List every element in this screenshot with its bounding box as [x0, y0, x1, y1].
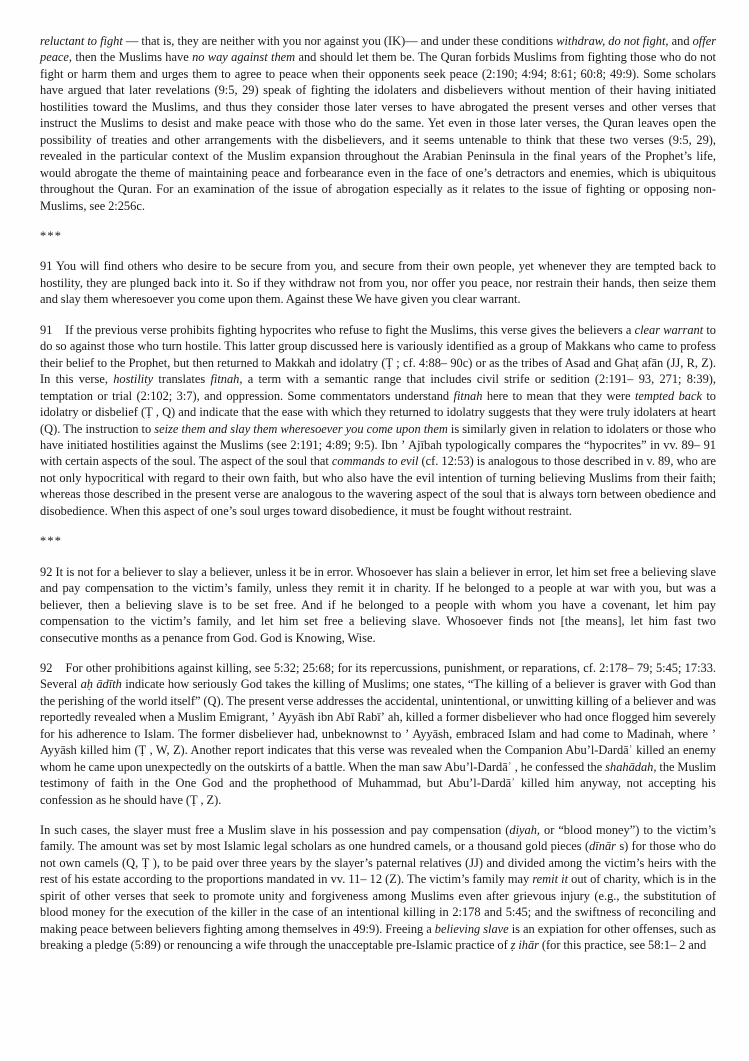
- number-gap: [52, 323, 65, 337]
- number-gap: [52, 661, 65, 675]
- section-separator-1: ***: [40, 228, 63, 243]
- italic-phrase-commands-to-evil: commands to evil: [331, 454, 419, 469]
- italic-phrase-remit-it: remit it: [532, 872, 569, 887]
- italic-phrase-dinar: dīnār: [589, 839, 616, 854]
- section-separator-2: ***: [40, 534, 63, 549]
- italic-phrase-seize-them-and-slay-them: seize them and slay them wheresoever you come upon them: [154, 421, 448, 436]
- italic-phrase-zihar: ẓ ihār: [510, 938, 539, 953]
- verse-number-92: 92: [40, 564, 53, 579]
- commentary-number-91: 91: [40, 322, 53, 337]
- italic-phrase-fitnah-2: fitnah: [453, 388, 483, 403]
- commentary-paragraph-92b: In such cases, the slayer must free a Muslim slave in his possession and pay compensation (diyah, or “blood money”) to the victim’s family. The amount was set by most Islamic legal scholars as one hundred camels, or a thousand gold pieces (dīnār s) for those who do not own camels (Q, Ṭ ), to be paid over three years by the slayer’s paternal relatives (JJ) and divided among the victim’s heirs with the rest of his estate according to the proportions mandated in vv. 11– 12 (Z). The victim’s family may remit it out of charity, which is in the spirit of other verses that seek to promote unity and forgiveness among Muslims even after grievous injury (e.g., the substitution of blood money for the execution of the killer in the case of an intentional killing in 2:178 and 5:45; and the swiftness of reconciling and making peace between believers fighting among themselves in 49:9). Freeing a believing slave is an expiation for other offenses, such as breaking a pledge (5:89) or renouncing a wife through the unacceptable pre-Islamic practice of ẓ ihār (for this practice, see 58:1– 2 and: [40, 823, 717, 953]
- italic-phrase-offer-peace: offer peace,: [40, 34, 717, 65]
- document-body: [40, 33, 716, 954]
- italic-phrase-shahadah: shahādah,: [605, 759, 657, 774]
- verse-translation-91: 91 You will find others who desire to be secure from you, and secure from their own people, yet whenever they are tempted back to hostility, they are plunged back into it. So if they withdraw not from you, nor offer you peace, nor restrain their hands, then seize them and slay them wheresoever you come upon them. Against these We have given you clear warrant.: [40, 259, 716, 307]
- italic-phrase-fitnah-1: fitnah,: [210, 372, 243, 387]
- paragraph-continued-commentary-90c: reluctant to fight — that is, they are neither with you nor against you (IK)— and under these conditions withdraw, do not fight, and offer peace, then the Muslims have no way against them and should let them be. The Quran forbids Muslims from fighting those who do not fight or harm them and urges them to agree to peace when their opponents seek peace (2:190; 4:94; 8:61; 60:8; 49:9). Some scholars have argued that later revelations (9:5, 29) speak of fighting the idolaters and disbelievers without mention of their having initiated hostilities toward the Muslims, and thus they consider those later verses to have abrogated the present verses and other verses that instruct the Muslims to desist and make peace with those who do the same. Yet even in those later verses, the Quran leaves open the possibility of treaties and other arrangements with the disbelievers, and it seems untenable to think that these two verses (9:5, 29), revealed in the particular context of the Muslim expansion throughout the Arabian Peninsula in the final years of the Prophet’s life, would abrogate the theme of maintaining peace and forbearance even in the face of one’s detractors and enemies, which is ubiquitous throughout the Quran. For an examination of the issue of abrogation especially as it relates to the issue of fighting or opposing non-Muslims, see 2:256c.: [40, 34, 717, 213]
- verse-number-91: 91: [40, 259, 53, 274]
- italic-phrase-hostility: hostility: [113, 372, 154, 387]
- italic-phrase-withdraw-do-not-fight: withdraw, do not fight,: [556, 34, 669, 48]
- commentary-number-92: 92: [40, 660, 53, 675]
- italic-phrase-believing-slave: believing slave: [434, 921, 509, 936]
- italic-phrase-tempted-back: tempted back: [634, 388, 702, 403]
- commentary-paragraph-91: 91 If the previous verse prohibits fighting hypocrites who refuse to fight the Muslims, this verse gives the believers a clear warrant to do so against those who turn hostile. This latter group discussed here is variously identified as a group of Makkans who came to profess their belief to the Prophet, but then returned to Makkah and idolatry (Ṭ ; cf. 4:88– 90c) or as the tribes of Asad and Ghaṭ afān (JJ, R, Z). In this verse, hostility translates fitnah, a term with a semantic range that includes civil strife or sedition (2:191– 93, 271; 8:39), temptation or trial (2:102; 3:7), and oppression. Some commentators understand fitnah here to mean that they were tempted back to idolatry or disbelief (Ṭ , Q) and indicate that the ease with which they returned to idolatry suggests that they were truly idolaters at heart (Q). The instruction to seize them and slay them wheresoever you come upon them is similarly given in relation to idolaters or those who have initiated hostilities against the Muslims (see 2:191; 4:89; 9:5). Ibn ʼ Ajībah typologically compares the “hypocrites” in vv. 89– 91 with certain aspects of the soul. The aspect of the soul that commands to evil (cf. 12:53) is analogous to those described in v. 89, who are not only hypocritical with regard to their own faith, but who also have the evil intention of turning believing Muslims from their faith; whereas those described in the present verse are analogous to the wavering aspect of the soul that is always torn between obedience and disobedience. When this aspect of one’s soul urges toward disobedience, it must be fought without restraint.: [40, 322, 716, 518]
- italic-phrase-clear-warrant: clear warrant: [634, 322, 704, 337]
- italic-phrase-reluctant-to-fight: reluctant to fight: [40, 34, 123, 48]
- verse-translation-92: 92 It is not for a believer to slay a believer, unless it be in error. Whosoever has slain a believer in error, let him set free a believing slave and pay compensation to the victim’s family, unless they remit it in charity. If he belonged to a people at war with you, but was a believer, then a believing slave is to be set free. And if he belonged to a people with whom you have a covenant, let him pay compensation to the victim’s family, and let him set free a believing slave. Whosoever finds not [the means], let him fast two consecutive months as a penance from God. God is Knowing, Wise.: [40, 564, 716, 645]
- italic-phrase-no-way-against-them: no way against them: [192, 50, 296, 65]
- italic-phrase-diyah: diyah,: [509, 823, 541, 838]
- commentary-paragraph-92a: 92 For other prohibitions against killing, see 5:32; 25:68; for its repercussions, punishment, or reparations, cf. 2:178– 79; 5:45; 17:33. Several aḥ ādīth indicate how seriously God takes the killing of Muslims; one states, “The killing of a believer is graver with God than the perishing of the world itself” (Q). The present verse addresses the accidental, unintentional, or unwitting killing of a believer and was reportedly revealed when a Muslim Emigrant, ʼ Ayyāsh ibn Abī Rabīʼ ah, killed a former disbeliever who had once flogged him severely for his adherence to Islam. The former disbeliever had, unbeknownst to ʼ Ayyāsh, embraced Islam and had come to Madinah, where ʼ Ayyāsh killed him (Ṭ , W, Z). Another report indicates that this verse was revealed when the Companion Abu’l-Dardāʾ killed an enemy whom he came upon unexpectedly on the outskirts of a battle. When the man saw Abu’l-Dardāʾ , he confessed the shahādah, the Muslim testimony of faith in the One God and the prophethood of Muhammad, but Abu’l-Dardāʾ killed him anyway, not accepting his confession as he should have (Ṭ , Z).: [40, 660, 717, 807]
- italic-phrase-ahadith: aḥ ādīth: [80, 677, 122, 692]
